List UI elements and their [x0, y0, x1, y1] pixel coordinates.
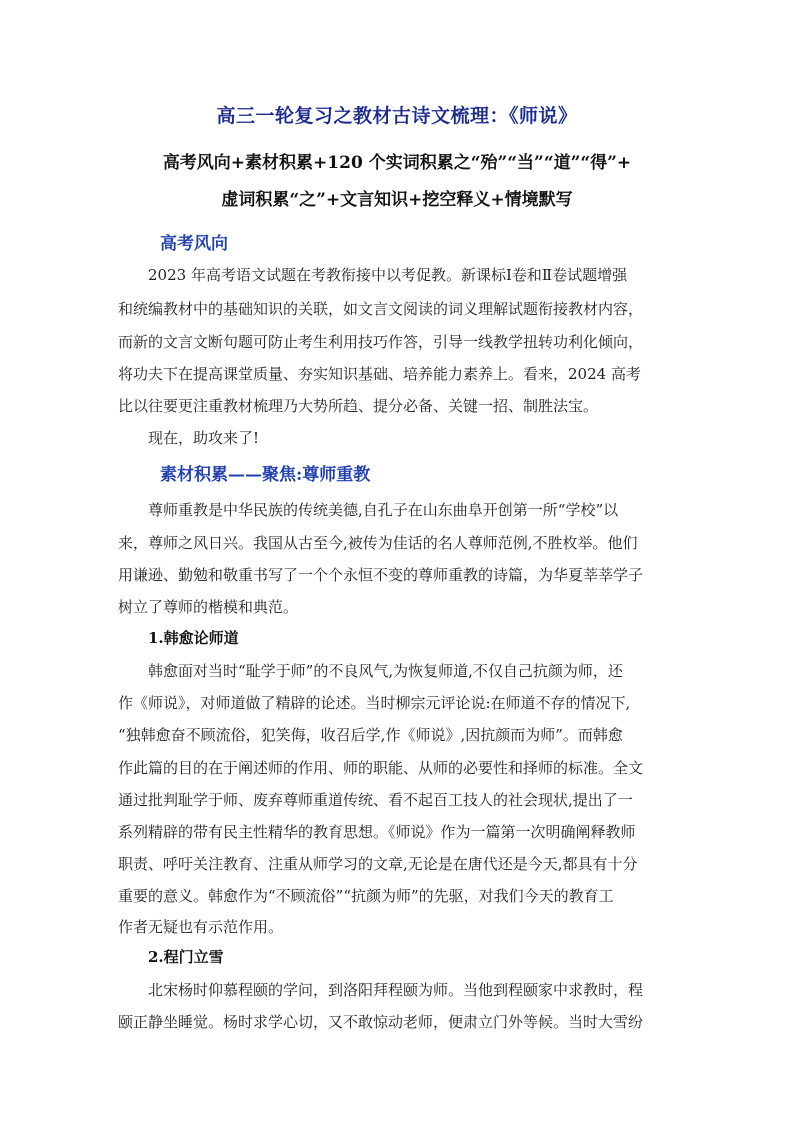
paragraph-line: 通过批判耻学于师、废弃尊师重道传统、看不起百工技人的社会现状,提出了一	[118, 791, 633, 809]
item-heading-cheng-men: 2.程门立雪	[148, 948, 224, 966]
paragraph-line: 作者无疑也有示范作用。	[118, 918, 284, 936]
paragraph-line: 作此篇的目的在于阐述师的作用、师的职能、从师的必要性和择师的标准。全文	[118, 759, 644, 777]
paragraph-line: 作《师说》，对师道做了精辟的论述。当时柳宗元评论说:在师道不存的情况下,	[118, 694, 631, 712]
paragraph-line: 和统编教材中的基础知识的关联，如文言文阅读的词义理解试题衔接教材内容，	[118, 300, 644, 318]
item-heading-han-yu: 1.韩愈论师道	[148, 629, 239, 647]
paragraph-line: 来，尊师之风日兴。我国从古至今,被传为佳话的名人尊师范例,不胜枚举。他们	[118, 534, 638, 552]
paragraph-line: 系列精辟的带有民主性精华的教育思想。《师说》作为一篇第一次明确阐释教师	[118, 823, 636, 841]
paragraph-line: “独韩愈奋不顾流俗，犯笑侮，收召后学,作《师说》,因抗颜而为师”。而韩愈	[118, 726, 623, 744]
section-heading-material: 素材积累——聚焦:尊师重教	[160, 465, 371, 485]
closing-line: 现在，助攻来了!	[148, 429, 260, 447]
document-title: 高三一轮复习之教材古诗文梳理：《师说》	[216, 105, 578, 127]
document-subtitle-line-2: 虚词积累“之”+文言知识+挖空释义+情境默写	[221, 190, 573, 210]
paragraph-line: 职责、呼吁关注教育、注重从师学习的文章,无论是在唐代还是今天,都具有十分	[118, 855, 638, 873]
paragraph-line: 用谦逊、勤勉和敬重书写了一个个永恒不变的尊师重教的诗篇，为华夏莘莘学子	[118, 566, 644, 584]
document-subtitle-line-1: 高考风向+素材积累+120 个实词积累之“殆”“当”“道”“得”+	[162, 153, 632, 173]
paragraph-line: 将功夫下在提高课堂质量、夯实知识基础、培养能力素养上。看来，2024 高考	[118, 365, 641, 383]
paragraph-line: 尊师重教是中华民族的传统美德,自孔子在山东曲阜开创第一所“学校”以	[148, 501, 619, 519]
paragraph-line: 韩愈面对当时“耻学于师”的不良风气,为恢复师道,不仅自己抗颜为师，还	[148, 662, 623, 680]
paragraph-line: 颐正静坐睡觉。杨时求学心切，又不敢惊动老师，便肃立门外等候。当时大雪纷	[118, 1013, 644, 1031]
paragraph-line: 北宋杨时仰慕程颐的学问，到洛阳拜程颐为师。当他到程颐家中求教时，程	[148, 981, 644, 999]
paragraph-line: 树立了尊师的楷模和典范。	[118, 598, 299, 616]
paragraph-line: 而新的文言文断句题可防止考生利用技巧作答，引导一线教学扭转功利化倾向，	[118, 333, 644, 351]
paragraph-line: 2023 年高考语文试题在考教衔接中以考促教。新课标Ⅰ卷和Ⅱ卷试题增强	[148, 266, 628, 284]
paragraph-line: 比以往要更注重教材梳理乃大势所趋、提分必备、关键一招、制胜法宝。	[118, 397, 599, 415]
section-heading-gaokao-trend: 高考风向	[160, 234, 228, 254]
paragraph-line: 重要的意义。韩愈作为“不顾流俗”“抗颜为师”的先驱，对我们今天的教育工	[118, 887, 614, 905]
